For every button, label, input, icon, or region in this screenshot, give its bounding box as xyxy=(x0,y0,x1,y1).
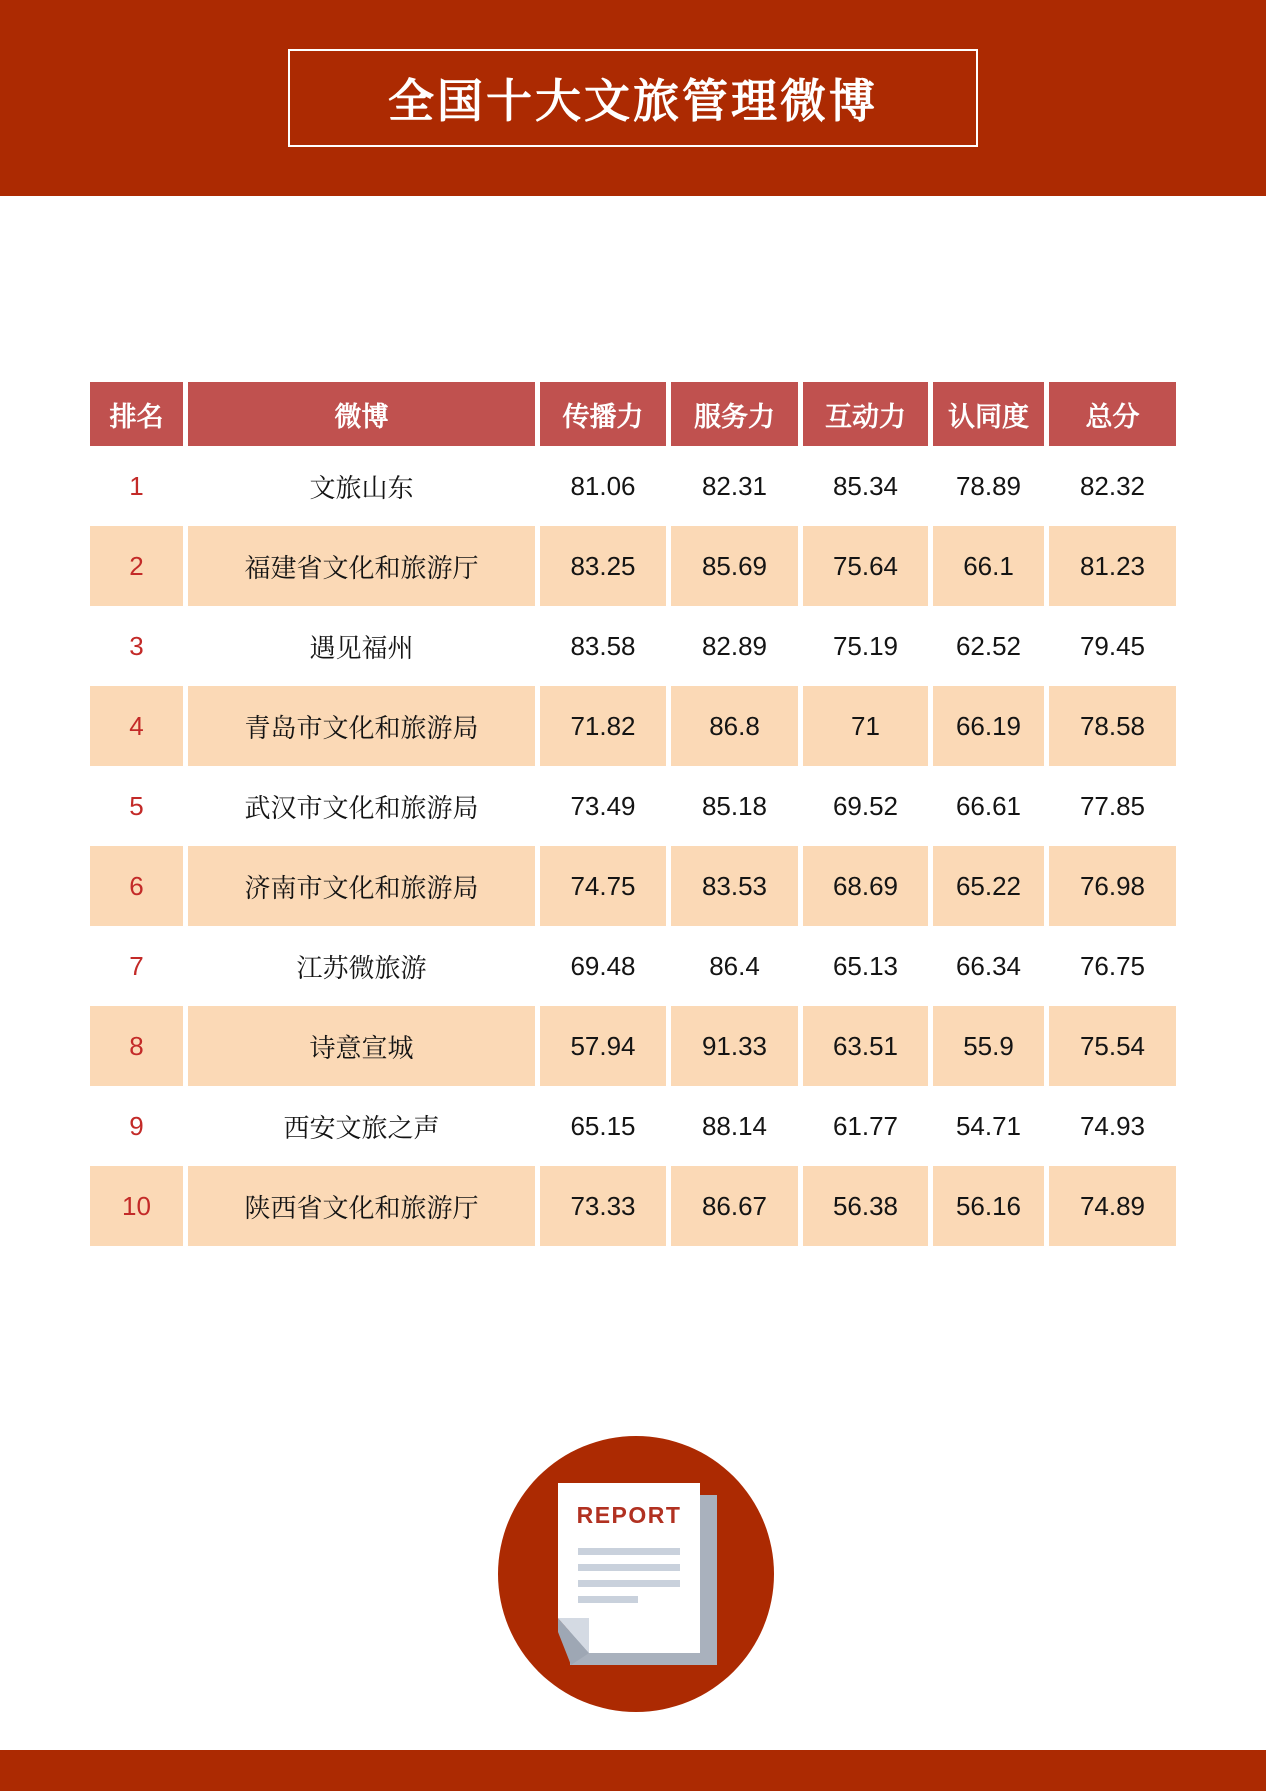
table-row xyxy=(90,1086,1176,1166)
score-cell: 83.53 xyxy=(671,846,798,926)
table-row xyxy=(90,526,1176,606)
score-cell: 61.77 xyxy=(803,1086,928,1166)
score-cell: 66.34 xyxy=(933,926,1044,1006)
score-cell: 76.98 xyxy=(1049,846,1176,926)
score-cell: 81.23 xyxy=(1049,526,1176,606)
score-cell: 63.51 xyxy=(803,1006,928,1086)
weibo-name-cell: 济南市文化和旅游局 xyxy=(188,846,535,926)
score-cell: 91.33 xyxy=(671,1006,798,1086)
score-cell: 77.85 xyxy=(1049,766,1176,846)
weibo-name-cell: 武汉市文化和旅游局 xyxy=(188,766,535,846)
score-cell: 66.61 xyxy=(933,766,1044,846)
score-cell: 78.58 xyxy=(1049,686,1176,766)
score-cell: 74.89 xyxy=(1049,1166,1176,1246)
rank-cell: 1 xyxy=(90,446,183,526)
score-cell: 85.69 xyxy=(671,526,798,606)
report-icon xyxy=(498,1436,774,1712)
score-cell: 78.89 xyxy=(933,446,1044,526)
page-title: 全国十大文旅管理微博 xyxy=(388,75,878,127)
weibo-name-cell: 江苏微旅游 xyxy=(188,926,535,1006)
score-cell: 79.45 xyxy=(1049,606,1176,686)
table-row xyxy=(90,1166,1176,1246)
score-cell: 86.67 xyxy=(671,1166,798,1246)
weibo-name-cell: 诗意宣城 xyxy=(188,1006,535,1086)
score-cell: 85.18 xyxy=(671,766,798,846)
score-cell: 65.15 xyxy=(540,1086,666,1166)
score-cell: 75.54 xyxy=(1049,1006,1176,1086)
column-header: 总分 xyxy=(1049,382,1176,446)
score-cell: 55.9 xyxy=(933,1006,1044,1086)
column-header: 服务力 xyxy=(671,382,798,446)
weibo-name-cell: 文旅山东 xyxy=(188,446,535,526)
score-cell: 68.69 xyxy=(803,846,928,926)
column-header: 互动力 xyxy=(803,382,928,446)
column-header: 排名 xyxy=(90,382,183,446)
score-cell: 83.25 xyxy=(540,526,666,606)
table-row xyxy=(90,686,1176,766)
paper-text-line xyxy=(578,1564,680,1571)
weibo-name-cell: 西安文旅之声 xyxy=(188,1086,535,1166)
score-cell: 57.94 xyxy=(540,1006,666,1086)
rank-cell: 5 xyxy=(90,766,183,846)
score-cell: 65.22 xyxy=(933,846,1044,926)
table-header-row xyxy=(90,382,1176,446)
score-cell: 71.82 xyxy=(540,686,666,766)
table-row xyxy=(90,846,1176,926)
score-cell: 86.8 xyxy=(671,686,798,766)
table-row xyxy=(90,446,1176,526)
column-header: 认同度 xyxy=(933,382,1044,446)
weibo-name-cell: 青岛市文化和旅游局 xyxy=(188,686,535,766)
score-cell: 83.58 xyxy=(540,606,666,686)
score-cell: 82.89 xyxy=(671,606,798,686)
score-cell: 66.19 xyxy=(933,686,1044,766)
score-cell: 73.49 xyxy=(540,766,666,846)
score-cell: 69.52 xyxy=(803,766,928,846)
weibo-name-cell: 陕西省文化和旅游厅 xyxy=(188,1166,535,1246)
rank-cell: 10 xyxy=(90,1166,183,1246)
paper-text-line xyxy=(578,1580,680,1587)
rank-cell: 2 xyxy=(90,526,183,606)
score-cell: 82.32 xyxy=(1049,446,1176,526)
score-cell: 86.4 xyxy=(671,926,798,1006)
score-cell: 62.52 xyxy=(933,606,1044,686)
rank-cell: 9 xyxy=(90,1086,183,1166)
paper-text-line xyxy=(578,1596,638,1603)
report-badge xyxy=(498,1436,774,1712)
score-cell: 76.75 xyxy=(1049,926,1176,1006)
score-cell: 69.48 xyxy=(540,926,666,1006)
score-cell: 82.31 xyxy=(671,446,798,526)
score-cell: 88.14 xyxy=(671,1086,798,1166)
footer-bar xyxy=(0,1750,1266,1791)
table-row xyxy=(90,766,1176,846)
rank-cell: 7 xyxy=(90,926,183,1006)
score-cell: 81.06 xyxy=(540,446,666,526)
rank-cell: 6 xyxy=(90,846,183,926)
score-cell: 73.33 xyxy=(540,1166,666,1246)
score-cell: 85.34 xyxy=(803,446,928,526)
score-cell: 74.75 xyxy=(540,846,666,926)
score-cell: 75.19 xyxy=(803,606,928,686)
table-row xyxy=(90,926,1176,1006)
rank-cell: 3 xyxy=(90,606,183,686)
score-cell: 74.93 xyxy=(1049,1086,1176,1166)
paper-text-line xyxy=(578,1548,680,1555)
score-cell: 65.13 xyxy=(803,926,928,1006)
score-cell: 56.16 xyxy=(933,1166,1044,1246)
rank-cell: 8 xyxy=(90,1006,183,1086)
score-cell: 71 xyxy=(803,686,928,766)
table-row xyxy=(90,606,1176,686)
score-cell: 66.1 xyxy=(933,526,1044,606)
ranking-table xyxy=(85,382,1181,1246)
table-row xyxy=(90,1006,1176,1086)
weibo-name-cell: 福建省文化和旅游厅 xyxy=(188,526,535,606)
header-banner xyxy=(0,0,1266,196)
weibo-name-cell: 遇见福州 xyxy=(188,606,535,686)
column-header: 传播力 xyxy=(540,382,666,446)
score-cell: 75.64 xyxy=(803,526,928,606)
column-header: 微博 xyxy=(188,382,535,446)
rank-cell: 4 xyxy=(90,686,183,766)
score-cell: 56.38 xyxy=(803,1166,928,1246)
title-box xyxy=(288,49,978,147)
report-label: REPORT xyxy=(576,1502,682,1528)
score-cell: 54.71 xyxy=(933,1086,1044,1166)
